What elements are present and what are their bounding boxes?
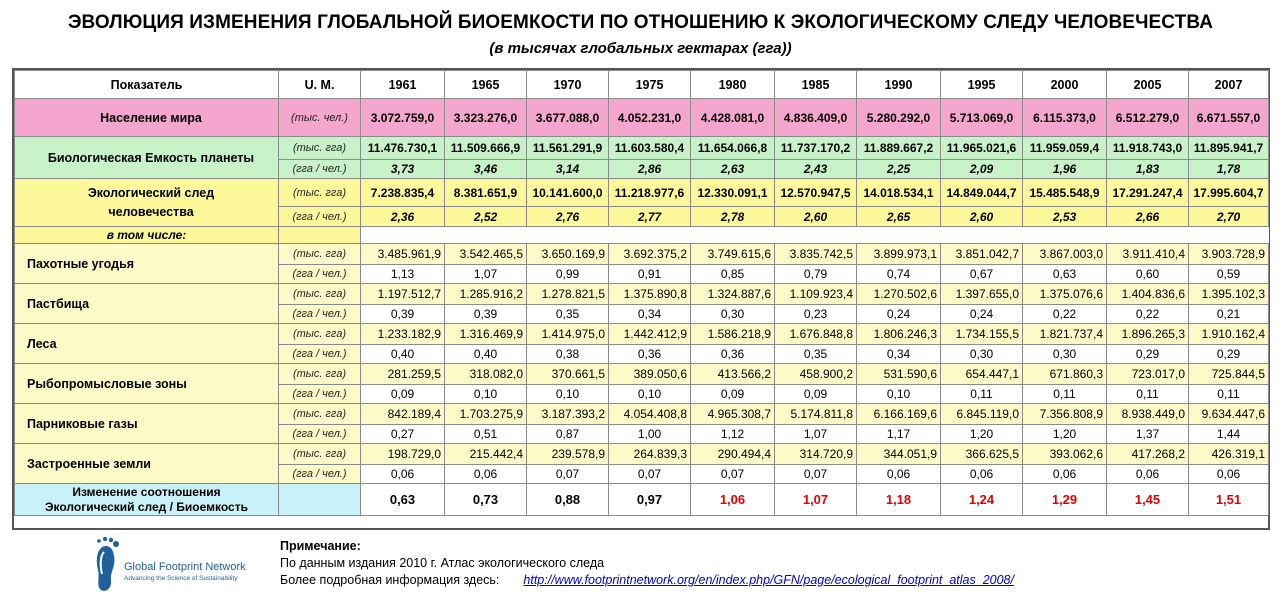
footprint-value: 14.849.044,7 bbox=[941, 179, 1023, 207]
page-title: ЭВОЛЮЦИЯ ИЗМЕНЕНИЯ ГЛОБАЛЬНОЙ БИОЕМКОСТИ ПО ОТНОШЕНИЮ К ЭКОЛОГИЧЕСКОМУ СЛЕДУ ЧЕЛОВЕЧЕСТВА bbox=[67, 12, 1214, 33]
component-value: 1.197.512,7 bbox=[361, 284, 445, 305]
component-per-capita: 0,29 bbox=[1189, 345, 1269, 364]
component-per-capita: 0,67 bbox=[941, 265, 1023, 284]
component-per-capita: 0,36 bbox=[691, 345, 775, 364]
component-value: 725.844,5 bbox=[1189, 364, 1269, 385]
component-value: 1.324.887,6 bbox=[691, 284, 775, 305]
component-value: 426.319,1 bbox=[1189, 444, 1269, 465]
biocapacity-per-capita: 2,25 bbox=[857, 160, 941, 179]
component-per-capita: 0,24 bbox=[857, 305, 941, 324]
component-per-capita: 1,12 bbox=[691, 425, 775, 444]
biocapacity-value: 11.959.059,4 bbox=[1023, 137, 1107, 160]
biocapacity-value: 11.561.291,9 bbox=[527, 137, 609, 160]
component-per-capita: 0,06 bbox=[1023, 465, 1107, 484]
component-per-capita: 0,07 bbox=[609, 465, 691, 484]
component-label: Пастбища bbox=[15, 284, 279, 324]
footprint-row-1 bbox=[15, 179, 1269, 207]
footprint-per-capita: 2,66 bbox=[1107, 207, 1189, 227]
component-value: 1.442.412,9 bbox=[609, 324, 691, 345]
population-value: 4.052.231,0 bbox=[609, 99, 691, 137]
component-per-capita: 0,06 bbox=[1189, 465, 1269, 484]
component-value: 3.835.742,5 bbox=[775, 244, 857, 265]
footprint-per-capita: 2,76 bbox=[527, 207, 609, 227]
ratio-value: 1,29 bbox=[1023, 484, 1107, 516]
component-value: 1.806.246,3 bbox=[857, 324, 941, 345]
component-unit-2: (гга / чел.) bbox=[279, 465, 361, 484]
component-value: 4.965.308,7 bbox=[691, 404, 775, 425]
component-value: 1.734.155,5 bbox=[941, 324, 1023, 345]
biocapacity-row-1 bbox=[15, 137, 1269, 160]
population-value: 3.323.276,0 bbox=[445, 99, 527, 137]
notes-line-2-text: Более подробная информация здесь: bbox=[280, 573, 500, 587]
biocapacity-value: 11.737.170,2 bbox=[775, 137, 857, 160]
component-per-capita: 0,10 bbox=[527, 385, 609, 404]
ratio-value: 1,45 bbox=[1107, 484, 1189, 516]
component-per-capita: 1,00 bbox=[609, 425, 691, 444]
footprint-per-capita: 2,65 bbox=[857, 207, 941, 227]
component-per-capita: 1,37 bbox=[1107, 425, 1189, 444]
component-value: 842.189,4 bbox=[361, 404, 445, 425]
component-row bbox=[15, 364, 1269, 385]
ratio-label-line-1: Изменение соотношения bbox=[72, 484, 221, 499]
including-spacer bbox=[361, 227, 1269, 244]
header-row bbox=[15, 71, 1269, 99]
footprint-per-capita: 2,77 bbox=[609, 207, 691, 227]
component-value: 1.109.923,4 bbox=[775, 284, 857, 305]
ratio-value: 0,63 bbox=[361, 484, 445, 516]
biocapacity-value: 11.509.666,9 bbox=[445, 137, 527, 160]
component-value: 1.233.182,9 bbox=[361, 324, 445, 345]
component-value: 1.896.265,3 bbox=[1107, 324, 1189, 345]
biocapacity-per-capita: 3,14 bbox=[527, 160, 609, 179]
component-per-capita: 0,85 bbox=[691, 265, 775, 284]
footprint-per-capita: 2,60 bbox=[775, 207, 857, 227]
component-per-capita: 0,30 bbox=[941, 345, 1023, 364]
component-unit-2: (гга / чел.) bbox=[279, 305, 361, 324]
footprint-value: 10.141.600,0 bbox=[527, 179, 609, 207]
header-year: 1975 bbox=[609, 71, 691, 99]
footprint-value: 12.330.091,1 bbox=[691, 179, 775, 207]
component-value: 1.910.162,4 bbox=[1189, 324, 1269, 345]
component-value: 413.566,2 bbox=[691, 364, 775, 385]
component-value: 1.278.821,5 bbox=[527, 284, 609, 305]
biocapacity-per-capita: 1,78 bbox=[1189, 160, 1269, 179]
component-per-capita: 0,34 bbox=[609, 305, 691, 324]
component-per-capita: 0,11 bbox=[1107, 385, 1189, 404]
component-value: 366.625,5 bbox=[941, 444, 1023, 465]
including-label: в том числе: bbox=[15, 227, 279, 244]
footprint-label-line-2: человечества bbox=[108, 204, 194, 219]
component-per-capita: 0,39 bbox=[361, 305, 445, 324]
component-row bbox=[15, 404, 1269, 425]
component-value: 1.270.502,6 bbox=[857, 284, 941, 305]
ratio-label-line-2: Экологический след / Биоемкость bbox=[45, 499, 248, 514]
component-label: Парниковые газы bbox=[15, 404, 279, 444]
header-year: 1990 bbox=[857, 71, 941, 99]
component-unit-2: (гга / чел.) bbox=[279, 345, 361, 364]
footprint-per-capita: 2,53 bbox=[1023, 207, 1107, 227]
component-value: 1.375.076,6 bbox=[1023, 284, 1107, 305]
component-value: 3.485.961,9 bbox=[361, 244, 445, 265]
component-per-capita: 0,30 bbox=[691, 305, 775, 324]
component-per-capita: 0,30 bbox=[1023, 345, 1107, 364]
component-per-capita: 0,51 bbox=[445, 425, 527, 444]
footprint-per-capita: 2,36 bbox=[361, 207, 445, 227]
component-value: 6.166.169,6 bbox=[857, 404, 941, 425]
component-per-capita: 0,10 bbox=[857, 385, 941, 404]
component-value: 1.397.655,0 bbox=[941, 284, 1023, 305]
component-value: 654.447,1 bbox=[941, 364, 1023, 385]
component-row bbox=[15, 284, 1269, 305]
component-unit-2: (гга / чел.) bbox=[279, 265, 361, 284]
component-value: 318.082,0 bbox=[445, 364, 527, 385]
component-value: 1.375.890,8 bbox=[609, 284, 691, 305]
header-year: 1980 bbox=[691, 71, 775, 99]
component-value: 531.590,6 bbox=[857, 364, 941, 385]
component-row bbox=[15, 444, 1269, 465]
component-per-capita: 0,29 bbox=[1107, 345, 1189, 364]
population-value: 6.512.279,0 bbox=[1107, 99, 1189, 137]
atlas-link[interactable]: http://www.footprintnetwork.org/en/index.php/GFN/page/ecological_footprint_atlas_2008/ bbox=[523, 573, 1014, 587]
population-value: 5.280.292,0 bbox=[857, 99, 941, 137]
component-value: 3.542.465,5 bbox=[445, 244, 527, 265]
component-value: 314.720,9 bbox=[775, 444, 857, 465]
biocapacity-per-capita: 1,83 bbox=[1107, 160, 1189, 179]
component-value: 6.845.119,0 bbox=[941, 404, 1023, 425]
header-unit: U. M. bbox=[279, 71, 361, 99]
component-per-capita: 0,87 bbox=[527, 425, 609, 444]
component-per-capita: 0,22 bbox=[1023, 305, 1107, 324]
component-per-capita: 1,07 bbox=[445, 265, 527, 284]
component-per-capita: 0,06 bbox=[1107, 465, 1189, 484]
component-per-capita: 0,06 bbox=[445, 465, 527, 484]
component-per-capita: 0,11 bbox=[941, 385, 1023, 404]
population-value: 3.072.759,0 bbox=[361, 99, 445, 137]
component-value: 3.650.169,9 bbox=[527, 244, 609, 265]
ratio-unit-spacer bbox=[279, 484, 361, 516]
header-year: 2005 bbox=[1107, 71, 1189, 99]
component-per-capita: 0,24 bbox=[941, 305, 1023, 324]
component-per-capita: 1,17 bbox=[857, 425, 941, 444]
component-per-capita: 0,11 bbox=[1189, 385, 1269, 404]
header-year: 1995 bbox=[941, 71, 1023, 99]
population-unit: (тыс. чел.) bbox=[279, 99, 361, 137]
footprint-unit-1: (тыс. гга) bbox=[279, 179, 361, 207]
biocapacity-value: 11.918.743,0 bbox=[1107, 137, 1189, 160]
component-per-capita: 0,99 bbox=[527, 265, 609, 284]
footprint-icon bbox=[86, 536, 266, 596]
component-value: 1.703.275,9 bbox=[445, 404, 527, 425]
component-unit-1: (тыс. гга) bbox=[279, 404, 361, 425]
component-per-capita: 0,06 bbox=[857, 465, 941, 484]
component-per-capita: 1,20 bbox=[941, 425, 1023, 444]
biocapacity-unit-2: (гга / чел.) bbox=[279, 160, 361, 179]
population-value: 3.677.088,0 bbox=[527, 99, 609, 137]
component-per-capita: 0,63 bbox=[1023, 265, 1107, 284]
component-value: 8.938.449,0 bbox=[1107, 404, 1189, 425]
component-per-capita: 0,40 bbox=[361, 345, 445, 364]
footprint-value: 14.018.534,1 bbox=[857, 179, 941, 207]
header-year: 2007 bbox=[1189, 71, 1269, 99]
including-unit-spacer bbox=[279, 227, 361, 244]
header-year: 1961 bbox=[361, 71, 445, 99]
component-per-capita: 0,06 bbox=[941, 465, 1023, 484]
biocapacity-value: 11.895.941,7 bbox=[1189, 137, 1269, 160]
ratio-row bbox=[15, 484, 1269, 516]
component-value: 1.586.218,9 bbox=[691, 324, 775, 345]
component-per-capita: 1,44 bbox=[1189, 425, 1269, 444]
component-per-capita: 0,38 bbox=[527, 345, 609, 364]
ratio-value: 0,73 bbox=[445, 484, 527, 516]
component-per-capita: 0,74 bbox=[857, 265, 941, 284]
biocapacity-per-capita: 1,96 bbox=[1023, 160, 1107, 179]
component-value: 3.911.410,4 bbox=[1107, 244, 1189, 265]
component-label: Рыбопромысловые зоны bbox=[15, 364, 279, 404]
component-value: 198.729,0 bbox=[361, 444, 445, 465]
biocapacity-value: 11.654.066,8 bbox=[691, 137, 775, 160]
component-unit-1: (тыс. гга) bbox=[279, 244, 361, 265]
header-indicator: Показатель bbox=[15, 71, 279, 99]
notes-line-1: По данным издания 2010 г. Атлас экологического следа bbox=[280, 556, 605, 570]
biocapacity-per-capita: 3,73 bbox=[361, 160, 445, 179]
ratio-value: 0,88 bbox=[527, 484, 609, 516]
component-value: 1.414.975,0 bbox=[527, 324, 609, 345]
component-per-capita: 0,07 bbox=[775, 465, 857, 484]
component-value: 3.903.728,9 bbox=[1189, 244, 1269, 265]
component-unit-1: (тыс. гга) bbox=[279, 324, 361, 345]
biocapacity-value: 11.965.021,6 bbox=[941, 137, 1023, 160]
component-value: 344.051,9 bbox=[857, 444, 941, 465]
component-per-capita: 0,35 bbox=[775, 345, 857, 364]
biocapacity-value: 11.889.667,2 bbox=[857, 137, 941, 160]
component-value: 7.356.808,9 bbox=[1023, 404, 1107, 425]
ratio-value: 1,07 bbox=[775, 484, 857, 516]
logo-tagline: Advancing the Science of Sustainability bbox=[124, 575, 238, 582]
biocapacity-value: 11.603.580,4 bbox=[609, 137, 691, 160]
footprint-per-capita: 2,60 bbox=[941, 207, 1023, 227]
component-per-capita: 1,20 bbox=[1023, 425, 1107, 444]
footprint-label bbox=[15, 179, 279, 227]
component-per-capita: 0,27 bbox=[361, 425, 445, 444]
component-value: 389.050,6 bbox=[609, 364, 691, 385]
component-row bbox=[15, 324, 1269, 345]
header-year: 2000 bbox=[1023, 71, 1107, 99]
biocapacity-per-capita: 2,63 bbox=[691, 160, 775, 179]
component-per-capita: 0,09 bbox=[361, 385, 445, 404]
component-per-capita: 0,39 bbox=[445, 305, 527, 324]
population-label: Население мира bbox=[15, 99, 279, 137]
component-per-capita: 0,35 bbox=[527, 305, 609, 324]
component-per-capita: 0,23 bbox=[775, 305, 857, 324]
component-per-capita: 1,07 bbox=[775, 425, 857, 444]
component-value: 723.017,0 bbox=[1107, 364, 1189, 385]
page-subtitle: (в тысячах глобальных гектарах (гга)) bbox=[489, 40, 792, 57]
biocapacity-value: 11.476.730,1 bbox=[361, 137, 445, 160]
component-value: 3.692.375,2 bbox=[609, 244, 691, 265]
component-per-capita: 0,10 bbox=[609, 385, 691, 404]
population-value: 5.713.069,0 bbox=[941, 99, 1023, 137]
component-per-capita: 0,34 bbox=[857, 345, 941, 364]
component-value: 281.259,5 bbox=[361, 364, 445, 385]
component-label: Застроенные земли bbox=[15, 444, 279, 484]
component-per-capita: 0,22 bbox=[1107, 305, 1189, 324]
header-year: 1985 bbox=[775, 71, 857, 99]
component-row bbox=[15, 244, 1269, 265]
ratio-value: 1,18 bbox=[857, 484, 941, 516]
component-value: 1.285.916,2 bbox=[445, 284, 527, 305]
component-value: 4.054.408,8 bbox=[609, 404, 691, 425]
component-value: 290.494,4 bbox=[691, 444, 775, 465]
footprint-value: 17.995.604,7 bbox=[1189, 179, 1269, 207]
component-value: 1.404.836,6 bbox=[1107, 284, 1189, 305]
component-value: 9.634.447,6 bbox=[1189, 404, 1269, 425]
component-unit-1: (тыс. гга) bbox=[279, 444, 361, 465]
component-unit-2: (гга / чел.) bbox=[279, 385, 361, 404]
component-value: 393.062,6 bbox=[1023, 444, 1107, 465]
population-value: 4.428.081,0 bbox=[691, 99, 775, 137]
biocapacity-label: Биологическая Емкость планеты bbox=[15, 137, 279, 179]
component-value: 458.900,2 bbox=[775, 364, 857, 385]
component-value: 5.174.811,8 bbox=[775, 404, 857, 425]
footprint-unit-2: (гга / чел.) bbox=[279, 207, 361, 227]
footprint-label-line-1: Экологический след bbox=[87, 185, 215, 200]
component-per-capita: 0,40 bbox=[445, 345, 527, 364]
header-year: 1965 bbox=[445, 71, 527, 99]
component-value: 3.749.615,6 bbox=[691, 244, 775, 265]
component-value: 3.187.393,2 bbox=[527, 404, 609, 425]
ratio-label bbox=[15, 484, 279, 516]
component-per-capita: 0,07 bbox=[527, 465, 609, 484]
gfn-logo bbox=[86, 536, 266, 596]
component-per-capita: 0,07 bbox=[691, 465, 775, 484]
footprint-per-capita: 2,52 bbox=[445, 207, 527, 227]
footprint-value: 17.291.247,4 bbox=[1107, 179, 1189, 207]
footprint-value: 8.381.651,9 bbox=[445, 179, 527, 207]
component-per-capita: 0,60 bbox=[1107, 265, 1189, 284]
component-label: Леса bbox=[15, 324, 279, 364]
component-unit-1: (тыс. гга) bbox=[279, 364, 361, 385]
component-label: Пахотные угодья bbox=[15, 244, 279, 284]
component-value: 1.821.737,4 bbox=[1023, 324, 1107, 345]
population-row bbox=[15, 99, 1269, 137]
data-table bbox=[14, 70, 1269, 516]
component-per-capita: 0,09 bbox=[775, 385, 857, 404]
component-per-capita: 0,59 bbox=[1189, 265, 1269, 284]
component-value: 3.851.042,7 bbox=[941, 244, 1023, 265]
population-value: 4.836.409,0 bbox=[775, 99, 857, 137]
component-per-capita: 0,79 bbox=[775, 265, 857, 284]
ratio-value: 1,51 bbox=[1189, 484, 1269, 516]
component-value: 417.268,2 bbox=[1107, 444, 1189, 465]
component-value: 1.676.848,8 bbox=[775, 324, 857, 345]
ratio-value: 1,24 bbox=[941, 484, 1023, 516]
ratio-value: 1,06 bbox=[691, 484, 775, 516]
logo-name: Global Footprint Network bbox=[124, 561, 246, 573]
footprint-value: 11.218.977,6 bbox=[609, 179, 691, 207]
component-per-capita: 0,91 bbox=[609, 265, 691, 284]
component-unit-1: (тыс. гга) bbox=[279, 284, 361, 305]
component-value: 671.860,3 bbox=[1023, 364, 1107, 385]
component-value: 264.839,3 bbox=[609, 444, 691, 465]
component-value: 1.395.102,3 bbox=[1189, 284, 1269, 305]
component-unit-2: (гга / чел.) bbox=[279, 425, 361, 444]
notes-title: Примечание: bbox=[280, 539, 361, 553]
footprint-per-capita: 2,78 bbox=[691, 207, 775, 227]
population-value: 6.671.557,0 bbox=[1189, 99, 1269, 137]
including-row bbox=[15, 227, 1269, 244]
biocapacity-per-capita: 2,43 bbox=[775, 160, 857, 179]
biocapacity-per-capita: 2,86 bbox=[609, 160, 691, 179]
footprint-value: 15.485.548,9 bbox=[1023, 179, 1107, 207]
ratio-value: 0,97 bbox=[609, 484, 691, 516]
component-per-capita: 0,36 bbox=[609, 345, 691, 364]
component-value: 1.316.469,9 bbox=[445, 324, 527, 345]
component-per-capita: 0,11 bbox=[1023, 385, 1107, 404]
biocapacity-per-capita: 3,46 bbox=[445, 160, 527, 179]
component-per-capita: 0,09 bbox=[691, 385, 775, 404]
component-per-capita: 0,06 bbox=[361, 465, 445, 484]
component-value: 370.661,5 bbox=[527, 364, 609, 385]
component-value: 239.578,9 bbox=[527, 444, 609, 465]
notes-block bbox=[280, 538, 1014, 589]
biocapacity-unit-1: (тыс. гга) bbox=[279, 137, 361, 160]
biocapacity-per-capita: 2,09 bbox=[941, 160, 1023, 179]
component-per-capita: 0,10 bbox=[445, 385, 527, 404]
component-per-capita: 0,21 bbox=[1189, 305, 1269, 324]
footprint-per-capita: 2,70 bbox=[1189, 207, 1269, 227]
component-value: 3.867.003,0 bbox=[1023, 244, 1107, 265]
header-year: 1970 bbox=[527, 71, 609, 99]
footprint-value: 12.570.947,5 bbox=[775, 179, 857, 207]
population-value: 6.115.373,0 bbox=[1023, 99, 1107, 137]
component-value: 3.899.973,1 bbox=[857, 244, 941, 265]
data-table-frame bbox=[12, 68, 1270, 530]
notes-line-2 bbox=[280, 572, 1014, 589]
component-per-capita: 1,13 bbox=[361, 265, 445, 284]
footprint-value: 7.238.835,4 bbox=[361, 179, 445, 207]
component-value: 215.442,4 bbox=[445, 444, 527, 465]
